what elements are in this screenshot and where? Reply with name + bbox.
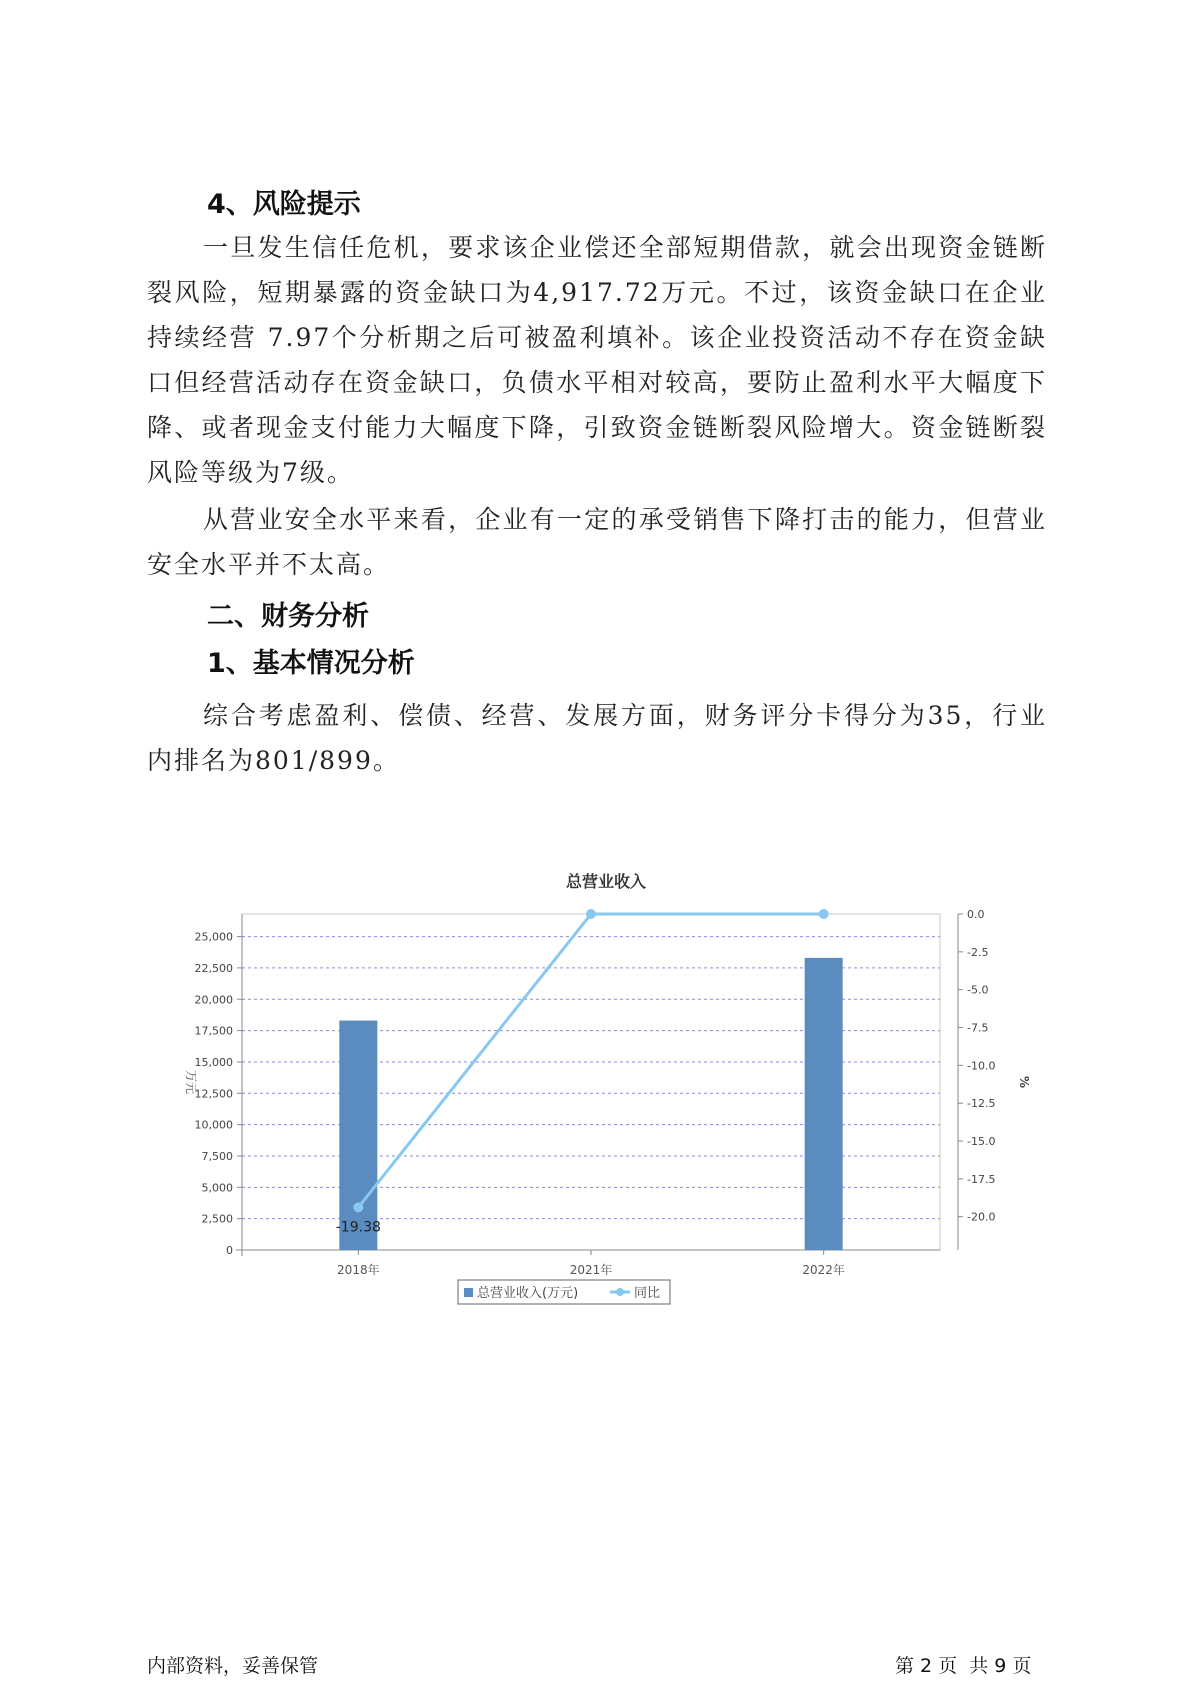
y-axis-label: 万元 (184, 1069, 198, 1095)
y-tick-label: 17,500 (194, 1024, 233, 1038)
y-tick-label: 5,000 (201, 1181, 233, 1195)
revenue-chart-svg (170, 862, 1030, 1322)
y-tick-label: 7,500 (201, 1149, 233, 1163)
risk-paragraph-2: 从营业安全水平来看，企业有一定的承受销售下降打击的能力，但营业安全水平并不太高。 (147, 505, 1047, 579)
yoy-point (819, 909, 829, 919)
x-tick-label: 2022年 (802, 1263, 845, 1277)
bar (805, 958, 843, 1250)
risk-paragraph-1: 一旦发生信任危机，要求该企业偿还全部短期借款，就会出现资金链断裂风险，短期暴露的资金缺口为4,917.72万元。不过，该资金缺口在企业持续经营 7.97个分析期之后可被盈利填补。该企业投资活动不存在资金缺口但经营活动存在资金缺口，负债水平相对较高，要防止盈利水平大幅度下降、或者现金支付能力大幅度下降，引致资金链断裂风险增大。资金链断裂风险等级为7级。 (147, 233, 1047, 487)
revenue-chart (170, 862, 1030, 1322)
y-tick-label: 22,500 (194, 961, 233, 975)
y2-tick-label: -5.0 (967, 983, 989, 997)
x-tick-label: 2018年 (337, 1263, 380, 1277)
y2-tick-label: 0.0 (967, 908, 985, 921)
y2-tick-label: -12.5 (967, 1097, 996, 1111)
y-tick-label: 25,000 (194, 930, 233, 944)
section-heading-basic-analysis: 1、基本情况分析 (207, 648, 415, 679)
legend-label-revenue: 总营业收入(万元) (477, 1286, 579, 1301)
yoy-point (353, 1202, 363, 1212)
y2-tick-label: -17.5 (967, 1172, 996, 1186)
y-tick-label: 0 (226, 1244, 233, 1257)
y-tick-label: 10,000 (194, 1118, 233, 1132)
section-heading-financial-analysis: 二、财务分析 (207, 601, 369, 632)
y2-tick-label: -10.0 (967, 1059, 996, 1073)
y2-tick-label: -20.0 (967, 1210, 996, 1224)
footer-confidential-note: 内部资料，妥善保管 (147, 1655, 319, 1677)
section-heading-risk: 4、风险提示 (207, 189, 361, 220)
legend-label-yoy: 同比 (634, 1286, 661, 1301)
basic-analysis-paragraph: 综合考虑盈利、偿债、经营、发展方面，财务评分卡得分为35，行业内排名为801/899。 (147, 701, 1047, 775)
legend-swatch-revenue (464, 1288, 473, 1297)
y2-tick-label: -15.0 (967, 1135, 996, 1149)
bar (339, 1021, 377, 1250)
data-label: -19.38 (335, 1219, 381, 1236)
y-tick-label: 15,000 (194, 1055, 233, 1069)
y-tick-label: 12,500 (194, 1087, 233, 1101)
legend-swatch-yoy-point (616, 1288, 624, 1296)
yoy-point (586, 909, 596, 919)
y-tick-label: 2,500 (201, 1212, 233, 1226)
chart-title: 总营业收入 (565, 872, 647, 891)
y2-tick-label: -7.5 (967, 1021, 989, 1035)
y-tick-label: 20,000 (194, 993, 233, 1007)
y2-tick-label: -2.5 (967, 945, 989, 959)
footer-page-number: 第 2 页 共 9 页 (895, 1655, 1032, 1677)
x-tick-label: 2021年 (569, 1263, 613, 1277)
y2-axis-label: % (1017, 1075, 1030, 1089)
